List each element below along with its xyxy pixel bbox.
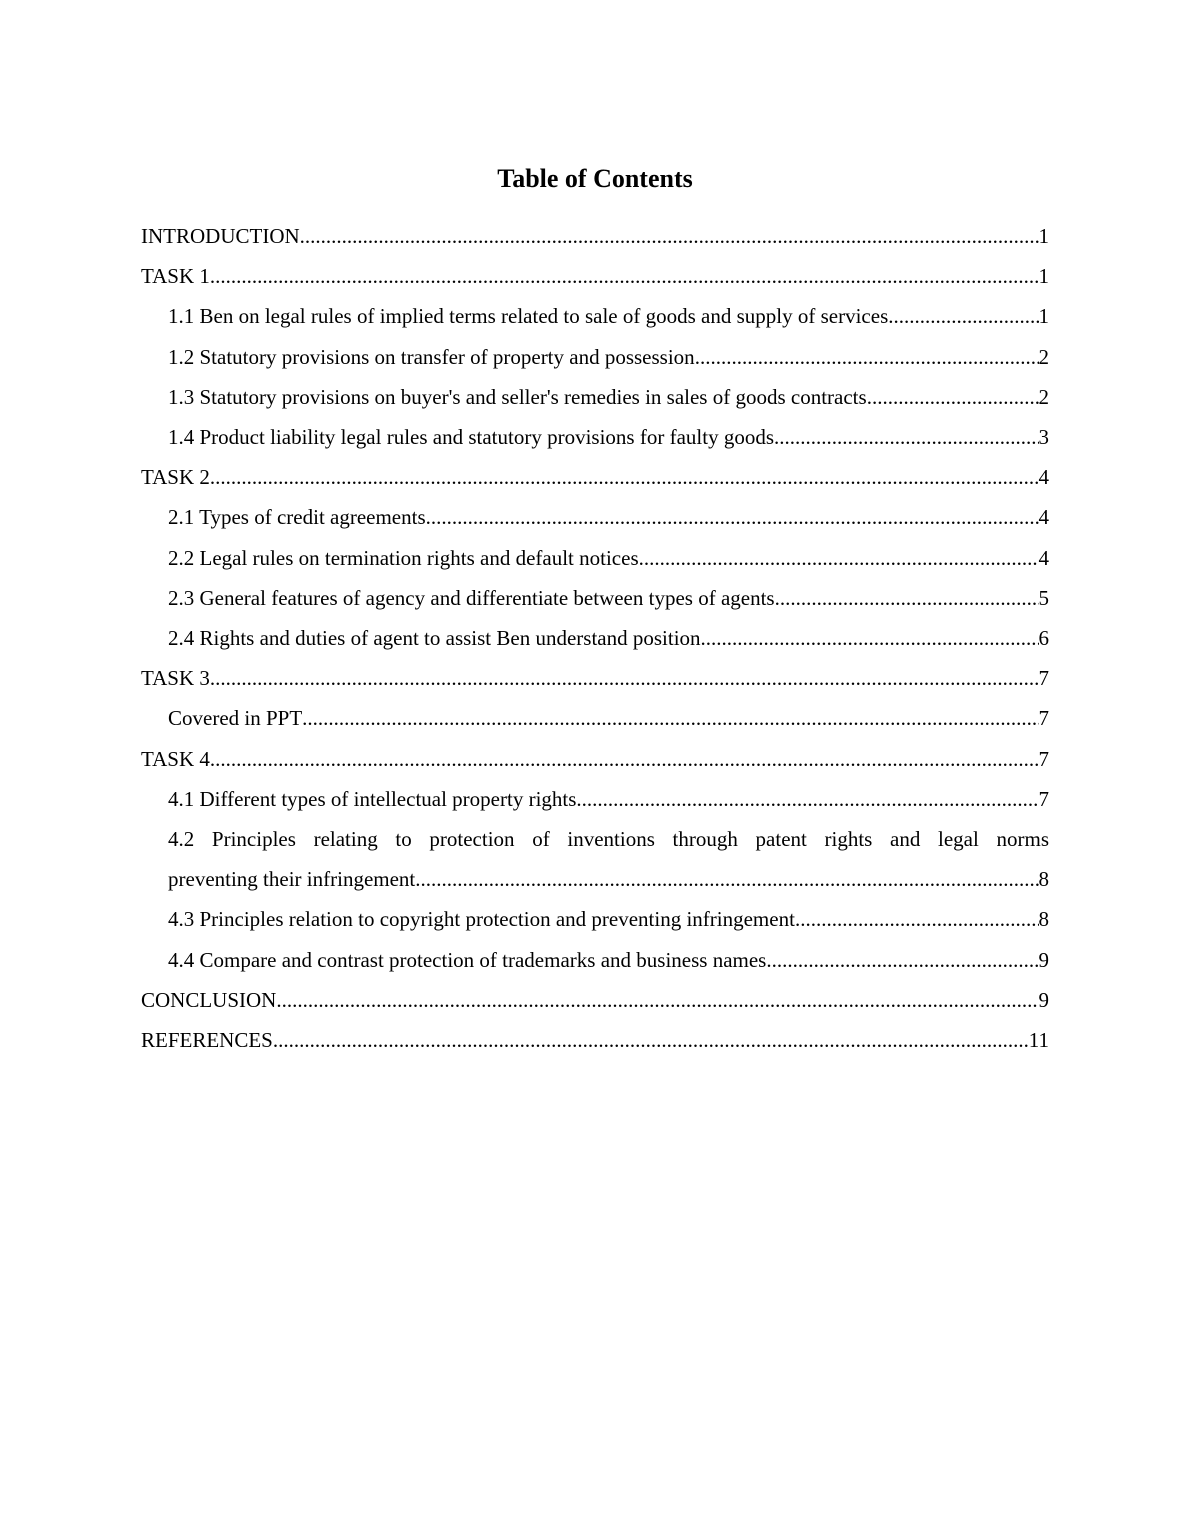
- toc-entry-2-3[interactable]: [141, 578, 1049, 618]
- dot-leader: [766, 940, 1038, 980]
- toc-entry-4-3[interactable]: [141, 899, 1049, 939]
- toc-page-number: 1: [1038, 264, 1049, 289]
- dot-leader: [639, 538, 1039, 578]
- dot-leader: [695, 337, 1039, 377]
- dot-leader: [701, 618, 1039, 658]
- dot-leader: [300, 216, 1039, 256]
- dot-leader: [302, 698, 1038, 738]
- dot-leader: [210, 256, 1039, 296]
- toc-page-number: 7: [1038, 666, 1049, 691]
- dot-leader: [276, 980, 1038, 1020]
- toc-page-number: 9: [1038, 947, 1049, 972]
- toc-title: Table of Contents: [497, 164, 693, 193]
- toc-entry-4-2[interactable]: [141, 819, 1049, 899]
- toc-entry-label: 1.2 Statutory provisions on transfer of property and possession: [168, 344, 695, 369]
- toc-entry-label: INTRODUCTION: [141, 224, 300, 248]
- toc-entry-4-1[interactable]: [141, 779, 1049, 819]
- toc-entry-1-4[interactable]: [141, 417, 1049, 457]
- toc-entry-label: 2.4 Rights and duties of agent to assist Ben understand position: [168, 626, 701, 651]
- toc-entry-label-line-2-row: [168, 859, 1049, 899]
- toc-page-number: 1: [1038, 224, 1049, 248]
- toc-entry-2-1[interactable]: [141, 497, 1049, 537]
- toc-entry-task-2[interactable]: [141, 457, 1049, 497]
- dot-leader: [273, 1020, 1029, 1060]
- toc-page-number: 6: [1038, 626, 1049, 651]
- toc-entry-introduction[interactable]: [141, 216, 1049, 256]
- toc-page-number: 5: [1038, 585, 1049, 610]
- toc-entry-task-1[interactable]: [141, 256, 1049, 296]
- toc-entry-label: REFERENCES: [141, 1028, 273, 1053]
- toc-page-number: 7: [1038, 786, 1049, 811]
- dot-leader: [210, 739, 1039, 779]
- toc-entry-label: TASK 4: [141, 746, 210, 771]
- toc-entry-4-4[interactable]: [141, 940, 1049, 980]
- dot-leader: [867, 377, 1039, 417]
- toc-entry-1-3[interactable]: [141, 377, 1049, 417]
- dot-leader: [426, 497, 1039, 537]
- dot-leader: [210, 457, 1039, 497]
- toc-page-number: 4: [1038, 465, 1049, 490]
- toc-page-number: 2: [1038, 344, 1049, 369]
- toc-entry-conclusion[interactable]: [141, 980, 1049, 1020]
- toc-entry-label: 1.3 Statutory provisions on buyer's and seller's remedies in sales of goods contracts: [168, 384, 867, 409]
- toc-page-number: 4: [1038, 505, 1049, 530]
- toc-entry-task-4[interactable]: [141, 739, 1049, 779]
- toc-entry-covered-in-ppt[interactable]: [141, 698, 1049, 738]
- toc-entry-label: 2.1 Types of credit agreements: [168, 505, 426, 530]
- dot-leader: [774, 417, 1039, 457]
- toc-entry-label: 2.3 General features of agency and differentiate between types of agents: [168, 585, 775, 610]
- toc-page-number: 7: [1038, 746, 1049, 771]
- toc-entry-label: 1.1 Ben on legal rules of implied terms related to sale of goods and supply of services: [168, 304, 889, 329]
- toc-entry-label: 4.3 Principles relation to copyright protection and preventing infringement: [168, 907, 795, 932]
- toc-entry-label: 4.4 Compare and contrast protection of trademarks and business names: [168, 947, 767, 972]
- toc-page-number: 11: [1028, 1028, 1049, 1053]
- toc-entry-label: 2.2 Legal rules on termination rights and default notices: [168, 545, 639, 570]
- toc-entry-2-2[interactable]: [141, 538, 1049, 578]
- toc-entry-label: TASK 2: [141, 465, 210, 490]
- toc-entry-label: 1.4 Product liability legal rules and statutory provisions for faulty goods: [168, 425, 774, 450]
- toc-page-number: 7: [1038, 706, 1049, 731]
- toc-page-number: 3: [1038, 425, 1049, 450]
- toc-entry-2-4[interactable]: [141, 618, 1049, 658]
- dot-leader: [795, 899, 1039, 939]
- dot-leader: [210, 658, 1039, 698]
- toc-entry-task-3[interactable]: [141, 658, 1049, 698]
- toc-entry-label-line-1: 4.2 Principles relating to protection of inventions through patent rights and legal norms: [168, 827, 1049, 852]
- toc-entry-label-line-2: preventing their infringement: [168, 867, 416, 892]
- toc-page-number: 1: [1038, 304, 1049, 329]
- toc-entry-label: CONCLUSION: [141, 987, 277, 1012]
- toc-entry-label: Covered in PPT: [168, 706, 303, 731]
- dot-leader: [775, 578, 1039, 618]
- toc-list: [141, 216, 1049, 1060]
- toc-entry-label: TASK 1: [141, 264, 210, 289]
- toc-entry-1-1[interactable]: [141, 296, 1049, 336]
- toc-entry-references[interactable]: [141, 1020, 1049, 1060]
- toc-page-number: 9: [1038, 987, 1049, 1012]
- toc-entry-1-2[interactable]: [141, 337, 1049, 377]
- toc-page-number: 8: [1038, 907, 1049, 932]
- toc-page-number: 8: [1038, 867, 1049, 892]
- dot-leader: [576, 779, 1038, 819]
- toc-entry-label: TASK 3: [141, 666, 210, 691]
- toc-page-number: 2: [1038, 384, 1049, 409]
- toc-entry-label: 4.1 Different types of intellectual property rights: [168, 786, 577, 811]
- dot-leader: [415, 859, 1038, 899]
- toc-page-number: 4: [1038, 545, 1049, 570]
- dot-leader: [888, 296, 1038, 336]
